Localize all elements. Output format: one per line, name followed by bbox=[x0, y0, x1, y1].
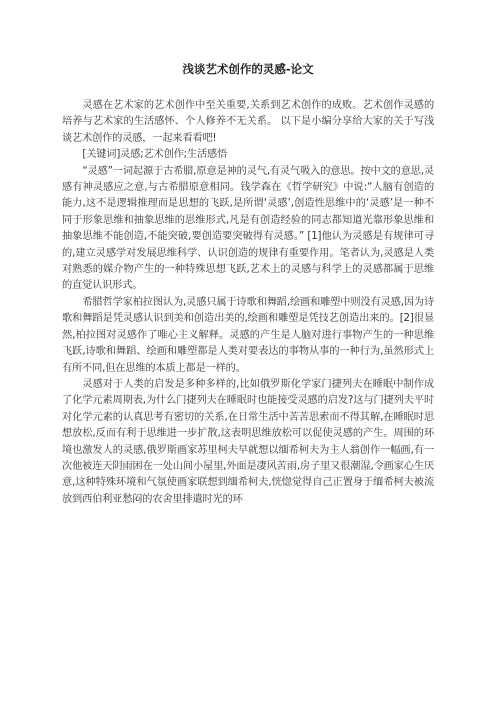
document-title: 浅谈艺术创作的灵感-论文 bbox=[182, 62, 314, 76]
paragraph-inspiration-origin: “灵感”一词起源于古希腊,原意是神的灵气,有灵气吸入的意思。按中文的意思,灵感有神灵感应之意,与古希腊原意相同。钱学森在《哲学研究》中说:“人脑有创造的能力,这不是逻辑推理而是思想的飞跃,是所谓‘灵感’,创造性思维中的‘灵感’是一种不同于形象思维和抽象思维的思维形式,凡是有创造经验的同志都知道光靠形象思维和抽象思维不能创造,不能突破,要创造要突破得有灵感。” [1]他认为灵感是有规律可寻的,建立灵感学对发展思维科学、认识创造的规律有重要作用。笔者认为,灵感是人类对熟悉的媒介物产生的一种特殊思想飞跃,艺术上的灵感与科学上的灵感都属于思维的直觉认识形式。 bbox=[62, 165, 434, 292]
paragraph-keywords: [关键词]灵感;艺术创作;生活感悟 bbox=[82, 149, 228, 161]
paragraph-plato: 希腊哲学家柏拉图认为,灵感只属于诗歌和舞蹈,绘画和雕塑中则没有灵感,因为诗歌和舞蹈是凭灵感认识到美和创造出美的,绘画和雕塑是凭技艺创造出来的。[2]很显然,柏拉图对灵感作了唯心主义解释。灵感的产生是人脑对进行事物产生的一种思维飞跃,诗歌和舞蹈、绘画和雕塑都是人类对要表达的事物从事的一种行为,虽然形式上有所不同,但在思维的本质上都是一样的。 bbox=[62, 296, 434, 374]
paragraph-intro: 灵感在艺术家的艺术创作中至关重要,关系到艺术创作的成败。艺术创作灵感的培养与艺术家的生活感怀、个人修养不无关系。 以下是小编分享给大家的关于写浅谈艺术创作的灵感，一起来看看吧! bbox=[62, 100, 434, 144]
paragraph-examples: 灵感对于人类的启发是多种多样的,比如俄罗斯化学家门捷列夫在睡眠中制作成了化学元素周期表,为什么门捷列夫在睡眠时也能接受灵感的启发?这与门捷列夫平时对化学元素的认真思考有密切的关系,在日常生活中苦苦思索而不得其解,在睡眠时思想放松,反而有利于思维进一步扩散,这表明思维放松可以促使灵感的产生。周围的环境也激发人的灵感,俄罗斯画家苏里柯夫早就想以缅希柯夫为主人翁创作一幅画,有一次他被连天阴雨困在一处山间小屋里,外面是凄风苦雨,房子里又很潮湿,令画家心生厌意,这种特殊环境和气氛使画家联想到缅希柯夫,恍惚觉得自己正置身于缅希柯夫被流放到西伯利亚愁闷的农舍里排遣时光的环 bbox=[62, 378, 434, 505]
